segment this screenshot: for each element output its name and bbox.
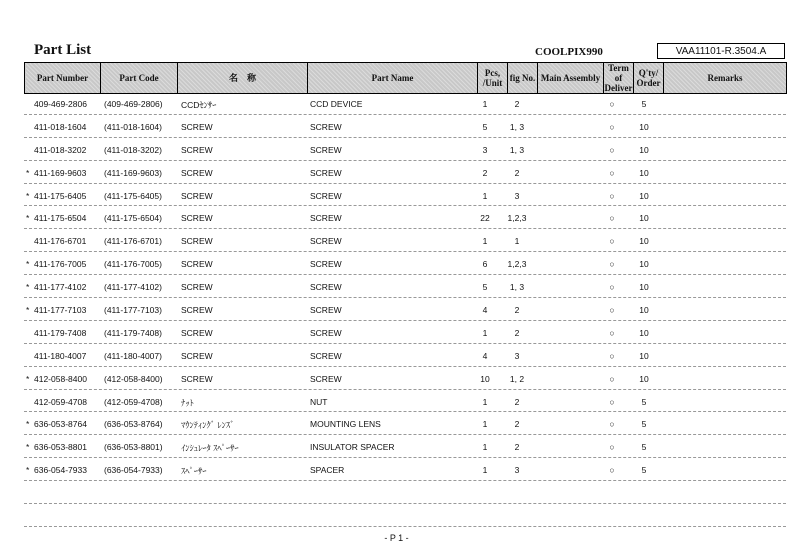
term-cell: ○ (609, 305, 615, 316)
pcs-cell: 22 (480, 213, 490, 224)
pcs-cell: 10 (480, 373, 490, 384)
jp-name-cell: SCREW (181, 305, 213, 316)
jp-name-cell: SCREW (181, 327, 213, 338)
qty-cell: 10 (639, 213, 649, 224)
qty-cell: 5 (641, 396, 647, 407)
part-number-cell: 411-177-7103 (34, 305, 87, 316)
page-number: - P 1 - (384, 533, 409, 543)
part-number-cell: 411-018-3202 (34, 144, 87, 155)
part-name-cell: MOUNTING LENS (310, 419, 381, 430)
jp-name-cell: SCREW (181, 144, 213, 155)
col-jp-name: 名 称 (178, 63, 308, 94)
qty-cell: 10 (639, 144, 649, 155)
jp-name-cell: ｽﾍﾟｰｻｰ (181, 466, 207, 477)
jp-name-cell: ｲﾝｼｭﾚｰﾀ ｽﾍﾟｰｻｰ (181, 443, 239, 454)
part-code-cell: (412-058-8400) (104, 373, 163, 384)
part-name-cell: SCREW (310, 282, 342, 293)
pcs-cell: 1 (482, 442, 488, 453)
col-part-name: Part Name (308, 63, 478, 94)
table-row (24, 184, 786, 207)
term-cell: ○ (609, 99, 615, 109)
fig-cell: 3 (514, 465, 520, 476)
pcs-cell: 1 (482, 236, 488, 247)
part-name-cell: SCREW (310, 236, 342, 247)
fig-cell: 1,2,3 (507, 213, 527, 224)
pcs-cell: 1 (482, 419, 488, 430)
term-cell: ○ (609, 144, 615, 155)
fig-cell: 2 (514, 99, 520, 109)
jp-name-cell: SCREW (181, 259, 213, 270)
term-cell: ○ (609, 350, 615, 361)
col-term-of-deliver: Term of Deliver (604, 63, 633, 93)
pcs-cell: 4 (482, 350, 488, 361)
col-fig-no: fig No. (508, 63, 538, 94)
part-name-cell: NUT (310, 396, 328, 407)
jp-name-cell: CCDｾﾝｻｰ (181, 100, 217, 110)
fig-cell: 2 (514, 442, 520, 453)
part-number-cell: 412-059-4708 (34, 396, 87, 407)
term-cell: ○ (609, 190, 615, 201)
term-cell: ○ (609, 373, 615, 384)
term-cell: ○ (609, 121, 615, 132)
jp-name-cell: SCREW (181, 282, 213, 293)
row-mark: * (26, 442, 30, 453)
table-row (24, 138, 786, 161)
qty-cell: 10 (639, 236, 649, 247)
jp-name-cell: SCREW (181, 190, 213, 201)
blank-row (24, 481, 786, 504)
part-code-cell: (411-176-6701) (104, 236, 162, 247)
part-name-cell: SCREW (310, 167, 342, 178)
pcs-cell: 4 (482, 305, 488, 316)
qty-cell: 5 (641, 442, 647, 453)
row-mark: * (26, 190, 30, 201)
part-code-cell: (411-176-7005) (104, 259, 162, 270)
pcs-cell: 1 (482, 190, 488, 201)
term-cell: ○ (609, 442, 615, 453)
part-number-cell: 636-053-8801 (34, 442, 87, 453)
fig-cell: 2 (514, 419, 520, 430)
table-row (24, 321, 786, 344)
part-number-cell: 411-176-7005 (34, 259, 87, 270)
term-cell: ○ (609, 465, 615, 476)
row-mark: * (26, 465, 30, 476)
fig-cell: 2 (514, 305, 520, 316)
table-row (24, 92, 786, 115)
part-number-cell: 411-177-4102 (34, 282, 87, 293)
table-row (24, 390, 786, 413)
col-part-code: Part Code (101, 63, 178, 94)
model-name: COOLPIX990 (535, 46, 603, 58)
term-cell: ○ (609, 282, 615, 293)
fig-cell: 1,2,3 (507, 259, 527, 270)
fig-cell: 1 (514, 236, 520, 247)
fig-cell: 2 (514, 167, 520, 178)
col-qty-order: Q'ty/ Order (634, 63, 664, 94)
part-code-cell: (411-169-9603) (104, 167, 162, 178)
row-mark: * (26, 213, 30, 224)
fig-cell: 1, 3 (509, 121, 525, 132)
qty-cell: 10 (639, 373, 649, 384)
pcs-cell: 1 (482, 327, 488, 338)
part-number-cell: 411-169-9603 (34, 167, 87, 178)
part-code-cell: (636-053-8801) (104, 442, 163, 453)
qty-cell: 10 (639, 167, 649, 178)
table-row (24, 435, 786, 458)
qty-cell: 5 (641, 465, 647, 476)
table-row (24, 412, 786, 435)
part-name-cell: INSULATOR SPACER (310, 442, 395, 453)
pcs-cell: 2 (482, 167, 488, 178)
qty-cell: 5 (641, 99, 647, 109)
part-number-cell: 636-054-7933 (34, 465, 87, 476)
jp-name-cell: SCREW (181, 373, 213, 384)
part-code-cell: (636-054-7933) (104, 465, 163, 476)
pcs-cell: 3 (482, 144, 488, 155)
table-row (24, 229, 786, 252)
col-remarks: Remarks (664, 63, 787, 94)
qty-cell: 10 (639, 259, 649, 270)
qty-cell: 10 (639, 305, 649, 316)
fig-cell: 1, 2 (509, 373, 525, 384)
jp-name-cell: ﾏｳﾝﾃｨﾝｸﾞ ﾚﾝｽﾞ (181, 420, 235, 431)
qty-cell: 10 (639, 190, 649, 201)
jp-name-cell: SCREW (181, 121, 213, 132)
table-row (24, 458, 786, 481)
pcs-cell: 6 (482, 259, 488, 270)
parts-table-body (24, 92, 786, 527)
pcs-cell: 1 (482, 465, 488, 476)
row-mark: * (26, 282, 30, 293)
row-mark: * (26, 373, 30, 384)
part-name-cell: SCREW (310, 144, 342, 155)
jp-name-cell: ﾅｯﾄ (181, 397, 194, 408)
part-number-cell: 412-058-8400 (34, 373, 87, 384)
pcs-cell: 1 (482, 396, 488, 407)
document-number: VAA11101-R.3504.A (657, 43, 785, 59)
part-code-cell: (636-053-8764) (104, 419, 163, 430)
part-number-cell: 636-053-8764 (34, 419, 87, 430)
part-name-cell: SCREW (310, 327, 342, 338)
part-name-cell: SCREW (310, 373, 342, 384)
part-code-cell: (411-175-6504) (104, 213, 162, 224)
term-cell: ○ (609, 236, 615, 247)
row-mark: * (26, 167, 30, 178)
jp-name-cell: SCREW (181, 350, 213, 361)
row-mark: * (26, 305, 30, 316)
part-code-cell: (411-175-6405) (104, 190, 162, 201)
part-number-cell: 409-469-2806 (34, 99, 87, 109)
part-name-cell: SCREW (310, 305, 342, 316)
col-part-number: Part Number (25, 63, 101, 94)
part-code-cell: (411-018-1604) (104, 121, 162, 132)
part-code-cell: (411-018-3202) (104, 144, 162, 155)
part-name-cell: SCREW (310, 213, 342, 224)
blank-row (24, 504, 786, 527)
part-number-cell: 411-175-6504 (34, 213, 87, 224)
fig-cell: 3 (514, 350, 520, 361)
qty-cell: 10 (639, 350, 649, 361)
part-number-cell: 411-180-4007 (34, 350, 87, 361)
jp-name-cell: SCREW (181, 213, 213, 224)
part-name-cell: SCREW (310, 259, 342, 270)
row-mark: * (26, 259, 30, 270)
table-row (24, 206, 786, 229)
jp-name-cell: SCREW (181, 236, 213, 247)
term-cell: ○ (609, 167, 615, 178)
page-title: Part List (34, 42, 92, 58)
fig-cell: 1, 3 (509, 282, 525, 293)
term-cell: ○ (609, 396, 615, 407)
table-row (24, 367, 786, 390)
part-name-cell: SCREW (310, 121, 342, 132)
part-number-cell: 411-179-7408 (34, 327, 87, 338)
fig-cell: 2 (514, 327, 520, 338)
table-row (24, 275, 786, 298)
part-code-cell: (411-177-4102) (104, 282, 162, 293)
qty-cell: 5 (641, 419, 647, 430)
table-row (24, 252, 786, 275)
table-row (24, 115, 786, 138)
fig-cell: 3 (514, 190, 520, 201)
part-name-cell: SCREW (310, 350, 342, 361)
part-number-cell: 411-176-6701 (34, 236, 87, 247)
term-cell: ○ (609, 419, 615, 430)
col-main-assembly: Main Assembly (538, 63, 604, 94)
term-cell: ○ (609, 327, 615, 338)
table-row (24, 298, 786, 321)
part-code-cell: (411-179-7408) (104, 327, 162, 338)
row-mark: * (26, 419, 30, 430)
fig-cell: 2 (514, 396, 520, 407)
jp-name-cell: SCREW (181, 167, 213, 178)
part-number-cell: 411-018-1604 (34, 121, 87, 132)
qty-cell: 10 (639, 121, 649, 132)
table-row (24, 344, 786, 367)
part-code-cell: (409-469-2806) (104, 99, 163, 109)
pcs-cell: 5 (482, 282, 488, 293)
part-code-cell: (412-059-4708) (104, 396, 163, 407)
table-row (24, 161, 786, 184)
qty-cell: 10 (639, 327, 649, 338)
term-cell: ○ (609, 259, 615, 270)
part-code-cell: (411-177-7103) (104, 305, 162, 316)
fig-cell: 1, 3 (509, 144, 525, 155)
qty-cell: 10 (639, 282, 649, 293)
part-number-cell: 411-175-6405 (34, 190, 87, 201)
col-pcs-unit: Pcs, /Unit (478, 63, 508, 94)
part-name-cell: SPACER (310, 465, 345, 476)
term-cell: ○ (609, 213, 615, 224)
part-name-cell: CCD DEVICE (310, 99, 363, 109)
part-code-cell: (411-180-4007) (104, 350, 162, 361)
part-name-cell: SCREW (310, 190, 342, 201)
column-header-row (24, 62, 787, 94)
pcs-cell: 1 (482, 99, 488, 109)
pcs-cell: 5 (482, 121, 488, 132)
